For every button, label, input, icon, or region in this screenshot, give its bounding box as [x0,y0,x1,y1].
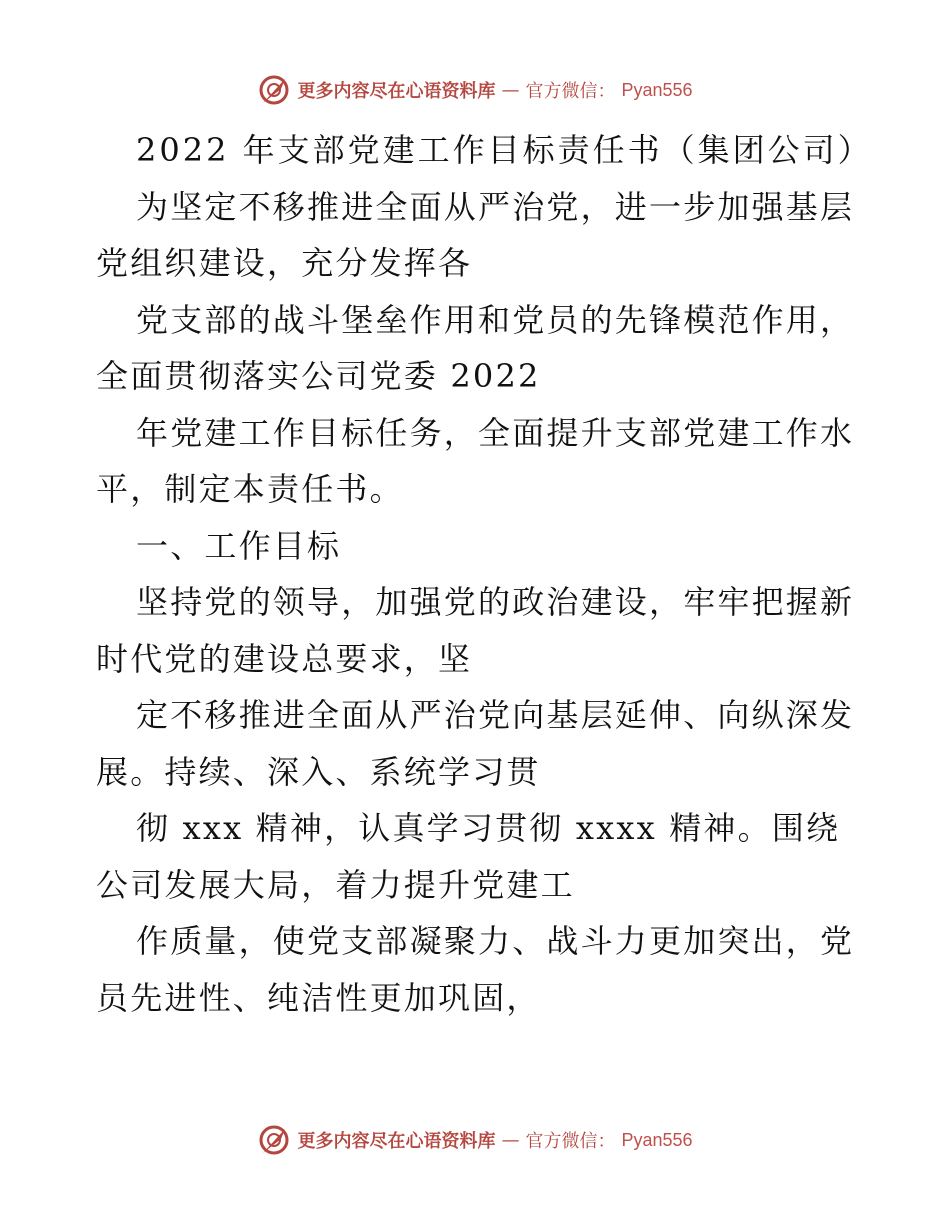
document-line: 党组织建设，充分发挥各 [96,244,473,282]
watermark-dash: — [501,1129,520,1151]
document-line: 时代党的建设总要求，坚 [96,639,473,678]
watermark-banner-top [0,72,950,108]
watermark-main-text: 更多内容尽在心语资料库 [297,1131,496,1152]
document-body [96,122,873,1026]
document-line: 全面贯彻落实公司党委 2022 [96,357,541,395]
document-line: 年党建工作目标任务，全面提升支部党建工作水 [136,413,855,452]
document-line: 员先进性、纯洁性更加巩固， [96,978,541,1017]
watermark-wechat-label: 官方微信： [525,1131,616,1152]
document-line: 坚持党的领导，加强党的政治建设，牢牢把握新 [136,583,855,621]
document-line: 展。持续、深入、系统学习贯 [96,752,541,791]
document-line: 彻 xxx 精神，认真学习贯彻 xxxx 精神。围绕 [136,809,841,847]
quill-circle-logo-icon [257,1123,291,1157]
watermark-main-text: 更多内容尽在心语资料库 [297,81,496,102]
watermark-wechat-id: Pyan556 [621,1129,693,1150]
document-title: 2022 年支部党建工作目标责任书（集团公司） [136,131,873,169]
document-line: 一、工作目标 [136,526,342,565]
document-line: 定不移推进全面从严治党向基层延伸、向纵深发 [136,696,855,734]
document-line: 为坚定不移推进全面从严治党，进一步加强基层 [136,187,855,226]
document-line: 公司发展大局，着力提升党建工 [96,865,575,904]
watermark-wechat-label: 官方微信： [525,81,616,102]
watermark-banner-bottom [0,1122,950,1158]
watermark-dash: — [501,79,520,101]
watermark-wechat-id: Pyan556 [621,79,693,100]
document-line: 平，制定本责任书。 [96,470,404,508]
document-line: 作质量，使党支部凝聚力、战斗力更加突出，党 [136,922,855,960]
quill-circle-logo-icon [257,73,291,107]
document-line: 党支部的战斗堡垒作用和党员的先锋模范作用， [136,300,855,339]
